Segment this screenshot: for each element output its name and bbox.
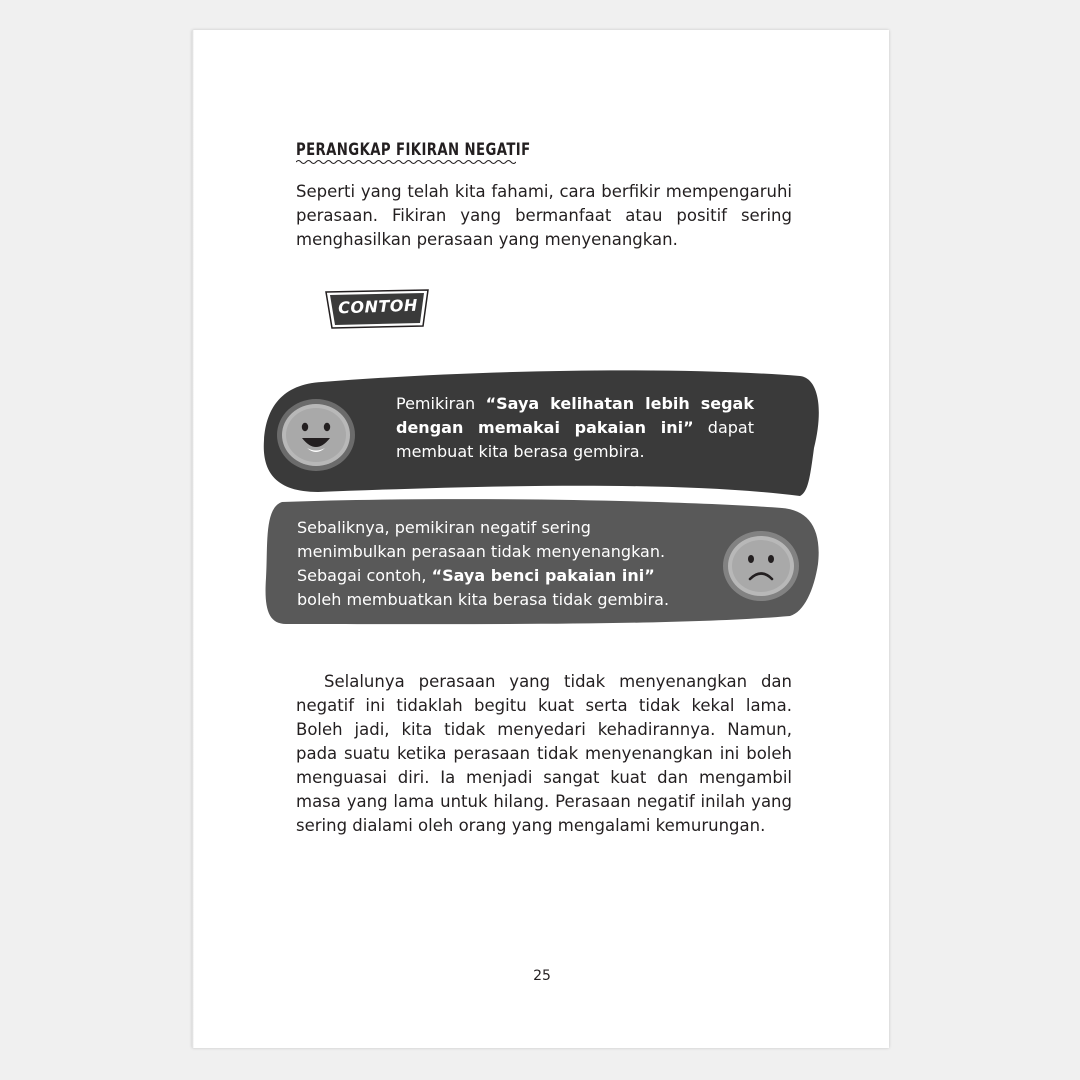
smiling-face-icon	[276, 398, 356, 472]
page-spine-shadow	[192, 30, 194, 1048]
intro-paragraph: Seperti yang telah kita fahami, cara berfikir mempengaruhi perasaan. Fikiran yang bermanfaat atau positif sering menghasilkan perasaan yang menyenangkan.	[296, 182, 792, 249]
body-paragraph: Selalunya perasaan yang tidak menyenangkan dan negatif ini tidaklah begitu kuat serta tidak kekal lama. Boleh jadi, kita tidak menyedari kehadirannya. Namun, pada suatu ketika perasaan tidak menyenangkan ini boleh menguasai diri. Ia menjadi sangat kuat dan mengambil masa yang lama untuk hilang. Perasaan negatif inilah yang sering dialami oleh orang yang mengalami kemurungan.	[296, 672, 792, 835]
negative-quote: “Saya benci pakaian ini”	[431, 566, 655, 585]
positive-example-text: Pemikiran “Saya kelihatan lebih segak dengan memakai pakaian ini” dapat membuat kita berasa gembira.	[396, 394, 755, 461]
section-heading: PERANGKAP FIKIRAN NEGATIF	[296, 140, 531, 160]
positive-quote: “Saya kelihatan lebih segak dengan memakai pakaian ini”	[396, 394, 754, 437]
page-number: 25	[533, 968, 551, 984]
frowning-face-icon	[722, 530, 800, 602]
negative-example-text: Sebaliknya, pemikiran negatif sering menimbulkan perasaan tidak menyenangkan. Sebagai contoh, “Saya benci pakaian ini” boleh membuatkan kita berasa tidak gembira.	[297, 518, 670, 609]
book-page	[192, 30, 889, 1048]
example-label: CONTOH	[337, 295, 419, 318]
heading-wavy-underline	[296, 159, 516, 165]
